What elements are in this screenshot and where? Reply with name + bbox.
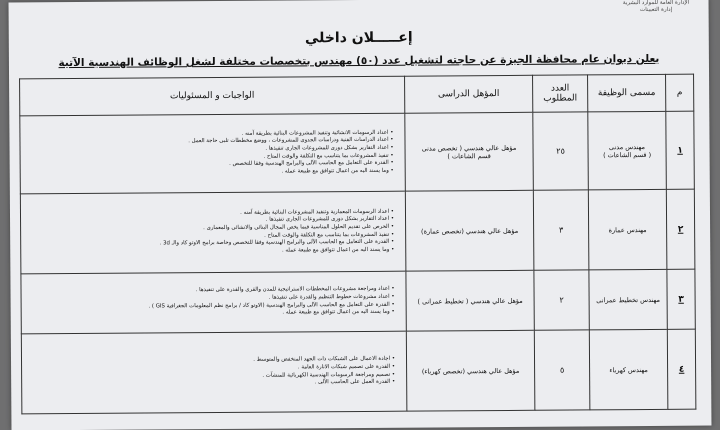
header-num: م <box>666 74 694 111</box>
header-job: مسمى الوظيفة <box>588 74 666 112</box>
qualification-subtext: قسم الشاعات ) <box>447 151 491 160</box>
org-line-1: الإدارة العامة للموارد البشرية <box>622 0 690 7</box>
job-title: مهندس عمارة <box>608 225 647 234</box>
qualification-text: مؤهل عالي هندسي ( تخطيط عمرانى ) <box>417 296 523 306</box>
table-row <box>21 269 695 334</box>
job-title: مهندس كهرباء <box>609 365 648 374</box>
row-duties <box>21 271 406 334</box>
duty-item: • وما يسند اليه من اعمال تتوافق مع طبيعة عمله . <box>25 309 395 319</box>
row-count: ٥ <box>534 330 590 410</box>
row-num: ٤ <box>667 329 696 409</box>
table-row <box>20 189 695 274</box>
announcement-subtitle: يعلن ديوان عام محافظة الجيزة عن حاجته لتشغيل عدد (٥٠) مهندس بتخصصات مختلفة لشغل الوظائف الهندسية الآتية <box>58 52 660 70</box>
job-title: مهندس مدنى <box>609 142 646 151</box>
duty-item: • الحرص على تقديم الحلول المناسبة فيما يخص المجال البنائى والانشائى والمعمارى . <box>24 224 394 234</box>
job-subtitle: ( قسم الشاعات ) <box>603 150 652 159</box>
row-num: ٣ <box>667 269 695 329</box>
row-num: ٢ <box>666 189 695 269</box>
announcement-title: إعـــــلان داخلي <box>304 29 413 47</box>
duty-item: • وما يسند اليه من اعمال تتوافق مع طبيعة عمله . <box>24 167 394 177</box>
duty-item: • القدرة على التعامل مع الحاسب الآلى والبرامج الهندسية (الاوتو كاد / برامج نظم المعلومات الجغرافية GIS ) . <box>25 301 395 311</box>
row-job <box>589 329 668 410</box>
qualification-text: مؤهل عالي هندسي (تخصص كهرباء) <box>421 366 520 376</box>
row-count: ٢ <box>534 270 589 330</box>
row-qualification <box>405 190 534 271</box>
duty-item: • اعداد الرسومات الانشائية وتنفيذ المشروعات البنائية بطريقة آمنه . <box>23 129 393 139</box>
table-header-row <box>20 74 694 116</box>
row-job <box>589 269 667 330</box>
row-count: ٢٥ <box>533 112 589 190</box>
header-count: العدد المطلوب <box>533 75 588 112</box>
header-qualification: المؤهل الدراسى <box>405 75 533 113</box>
duty-item: • تصميم ومراجعة الرسومات الهندسية الكهربائية للمنشآت . <box>25 371 395 381</box>
row-qualification <box>406 330 535 411</box>
duty-item: • القدرة على التعامل مع الحاسب الآلى والبرامج الهندسية وفقا للتخصص وخاصة برامج الاوتو كاد والـ 3d . <box>24 239 394 249</box>
duty-item: • اجادة الاعمال على الشبكات ذات الجهد المنخفض والمتوسط . <box>25 356 395 366</box>
table-row <box>21 329 696 414</box>
header-duties: الواجبات و المسئوليات <box>20 76 405 116</box>
row-qualification <box>406 270 534 331</box>
job-title: مهندس تخطيط عمرانى <box>596 295 660 304</box>
duty-item: • وما يسند اليه من اعمال تتوافق مع طبيعة عمله . <box>24 246 394 256</box>
duty-item: • اعداد التقارير بشكل دورى للمشروعات الجارى تنفيذها . <box>24 216 394 226</box>
org-header <box>609 0 704 14</box>
qualification-text: مؤهل عالي هندسي ( تخصص مدنى <box>421 143 517 153</box>
qualification-text: مؤهل عالي هندسي (تخصص عمارة) <box>420 226 519 236</box>
row-qualification <box>405 112 534 191</box>
row-job <box>588 189 667 270</box>
duty-item: • تنفيذ المشروعات بما يتناسب مع التكلفة والوقت المتاح . <box>24 231 394 241</box>
duty-item: • اعداد ومراجعة مشروعات المخططات الاستراتيجية للمدن والقرى والقدرة على تنفيذها . <box>25 286 395 296</box>
duty-item: • اعداد مشروعات خطوط التنظيم والقدرة على تنفيذها . <box>25 294 395 304</box>
row-job <box>588 111 667 190</box>
jobs-table <box>19 74 696 415</box>
org-line-2: إدارة التعيينات <box>639 6 673 14</box>
row-duties <box>20 191 406 274</box>
duty-item: • تنفيذ المشروعات بما يتناسب مع التكلفة والوقت المتاح . <box>24 152 394 162</box>
announcement-paper <box>9 0 712 430</box>
duty-item: • اعداد الدراسات الفنية ودراسات الجدوى للمشروعات ، ووضع مخططات تلبى حاجة العمل . <box>23 137 393 147</box>
duty-item: • القدرة على التعامل مع الحاسب الآلى والبرامج الهندسية وفقا للتخصص . <box>24 160 394 170</box>
table-row <box>20 111 695 194</box>
row-count: ٣ <box>533 190 589 270</box>
duty-item: • اعداد التقارير بشكل دورى للمشروعات الجارى تنفيذها . <box>24 145 394 155</box>
row-duties <box>21 331 407 414</box>
duty-item: • اعداد الرسومات المعمارية وتنفيذ المشروعات البنائية بطريقة آمنه . <box>24 208 394 218</box>
row-duties <box>20 113 406 194</box>
duty-item: • القدرة العمل على الحاسب الآلى . <box>25 379 395 389</box>
duty-item: • القدرة على تصميم شبكات الانارة العامة . <box>25 364 395 374</box>
row-num: ١ <box>666 111 695 189</box>
